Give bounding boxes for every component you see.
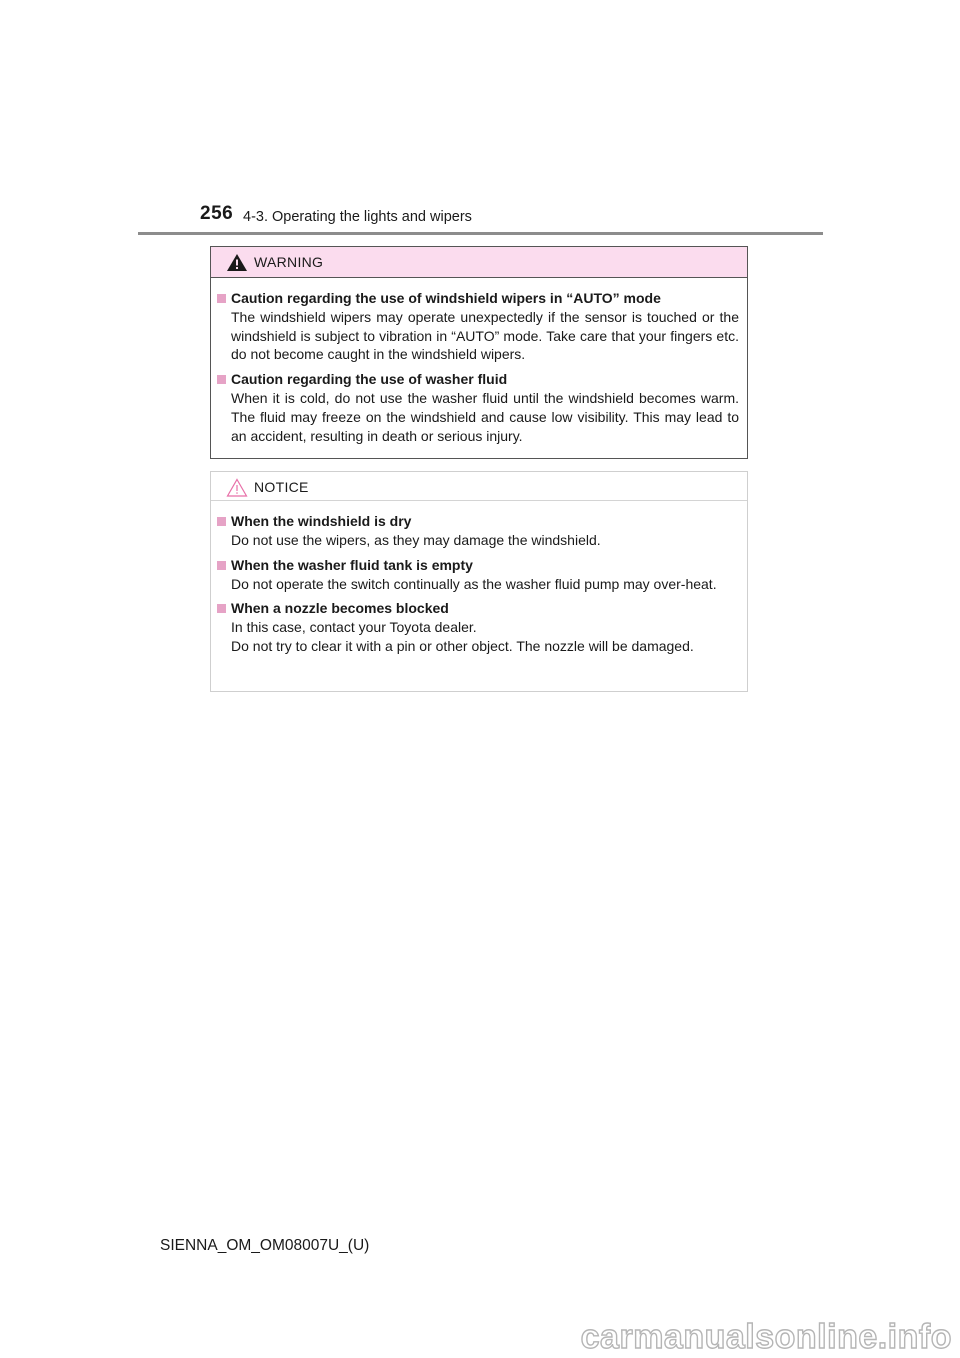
warning-item-text: The windshield wipers may operate unexpectedly if the sensor is touched or the windshield is subject to vibration in “AUTO” mode. Take care that your fingers etc. do not become caught in the windshield wipers. (231, 309, 739, 363)
square-bullet-icon (217, 294, 226, 303)
warning-label: WARNING (254, 254, 324, 270)
section-title: 4-3. Operating the lights and wipers (243, 209, 472, 225)
warning-item-title: Caution regarding the use of windshield wipers in “AUTO” mode (231, 290, 661, 306)
notice-item-text: Do not operate the switch continually as the washer fluid pump may over-heat. (231, 575, 717, 592)
watermark (0, 1270, 960, 1358)
notice-item (217, 512, 739, 550)
warning-triangle-icon (226, 253, 248, 272)
notice-item-text-line: In this case, contact your Toyota dealer. (231, 619, 477, 636)
notice-header (211, 472, 747, 501)
notice-item-text-line: Do not try to clear it with a pin or other object. The nozzle will be damaged. (231, 638, 694, 655)
warning-item (217, 370, 739, 445)
header-rule (138, 232, 823, 235)
notice-box (210, 471, 748, 692)
notice-item-title: When a nozzle becomes blocked (231, 600, 449, 617)
square-bullet-icon (217, 561, 226, 570)
notice-item-title: When the windshield is dry (231, 513, 412, 529)
warning-header (211, 247, 747, 278)
notice-item-text: Do not use the wipers, as they may damage the windshield. (231, 532, 601, 548)
page-number: 256 (200, 203, 234, 224)
notice-item (217, 599, 739, 655)
notice-item-title: When the washer fluid tank is empty (231, 556, 473, 573)
warning-item-text: When it is cold, do not use the washer fluid until the windshield becomes warm. The fluid may freeze on the windshield and cause low visibility. This may lead to an accident, resulting in death or serious injury. (231, 390, 739, 444)
notice-label: NOTICE (254, 479, 309, 495)
warning-body (211, 278, 747, 445)
watermark-text: carmanualsonline.info (580, 1318, 952, 1356)
square-bullet-icon (217, 604, 226, 613)
warning-box (210, 246, 748, 459)
footer-doc-id: SIENNA_OM_OM08007U_(U) (160, 1237, 370, 1254)
square-bullet-icon (217, 517, 226, 526)
square-bullet-icon (217, 375, 226, 384)
warning-item (217, 289, 739, 364)
notice-body (211, 501, 747, 656)
warning-item-title: Caution regarding the use of washer fluid (231, 371, 508, 388)
notice-item (217, 556, 739, 594)
caution-triangle-icon (226, 478, 248, 497)
page-header (0, 0, 960, 240)
